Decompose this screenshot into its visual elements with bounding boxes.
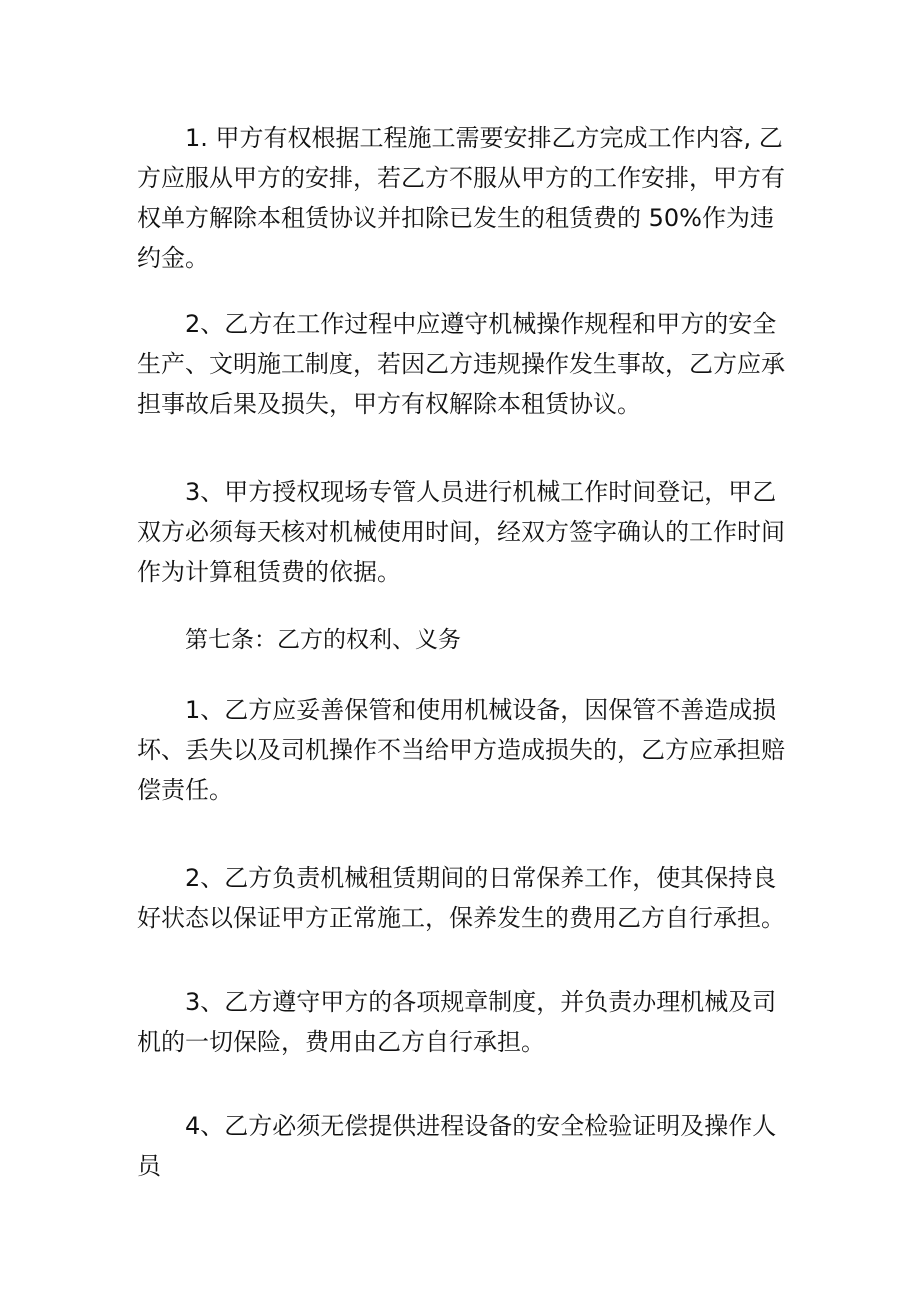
- paragraph-1: 1. 甲方有权根据工程施工需要安排乙方完成工作内容, 乙方应服从甲方的安排，若乙方不服从甲方的工作安排，甲方有权单方解除本租赁协议并扣除已发生的租赁费的 50%作为违约金。: [137, 124, 785, 272]
- paragraph-2: 2、乙方在工作过程中应遵守机械操作规程和甲方的安全生产、文明施工制度，若因乙方违规操作发生事故，乙方应承担事故后果及损失，甲方有权解除本租赁协议。: [137, 310, 785, 418]
- section-paragraph-1: 1、乙方应妥善保管和使用机械设备，因保管不善造成损坏、丢失以及司机操作不当给甲方造成损失的，乙方应承担赔偿责任。: [137, 696, 785, 804]
- section-paragraph-2: 2、乙方负责机械租赁期间的日常保养工作，使其保持良好状态以保证甲方正常施工，保养发生的费用乙方自行承担。: [137, 864, 785, 932]
- section-paragraph-3: 3、乙方遵守甲方的各项规章制度，并负责办理机械及司机的一切保险，费用由乙方自行承担。: [137, 988, 777, 1056]
- section-heading: 第七条：乙方的权利、义务: [185, 627, 461, 653]
- section-paragraph-4: 4、乙方必须无偿提供进程设备的安全检验证明及操作人员: [137, 1112, 777, 1180]
- paragraph-3: 3、甲方授权现场专管人员进行机械工作时间登记，甲乙双方必须每天核对机械使用时间，经双方签字确认的工作时间作为计算租赁费的依据。: [137, 478, 785, 586]
